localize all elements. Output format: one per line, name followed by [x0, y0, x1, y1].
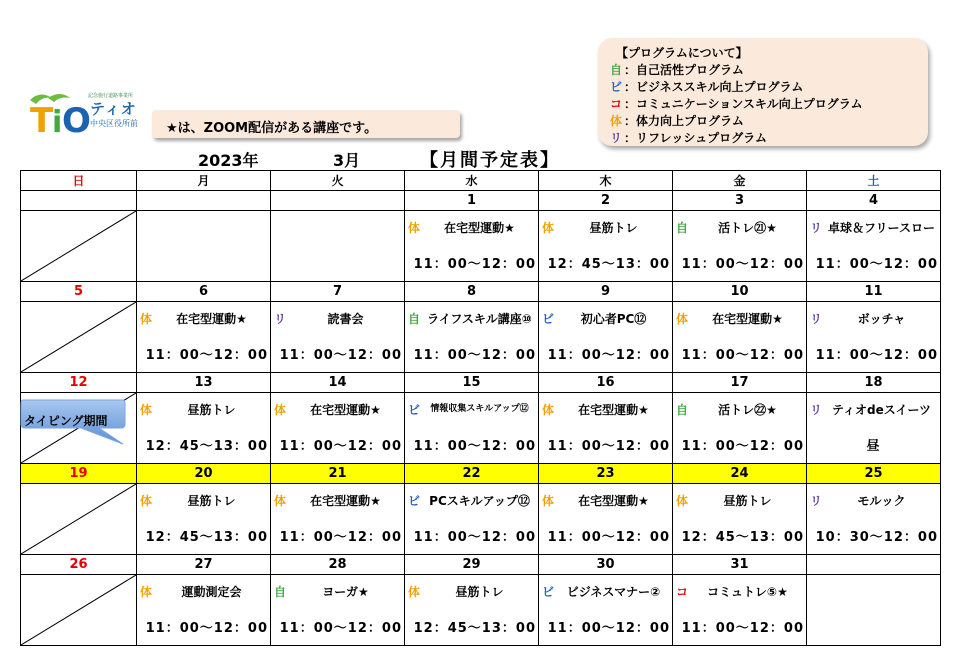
monthly-calendar — [20, 170, 941, 646]
sunday-closed-cell — [21, 302, 137, 373]
svg-text:O: O — [62, 101, 91, 136]
event-time: 12：45〜13：00 — [681, 530, 804, 545]
program-mark: 体 — [408, 221, 421, 235]
svg-text:T: T — [30, 101, 54, 136]
event-cell — [539, 393, 673, 464]
event-cell — [539, 484, 673, 555]
event — [271, 302, 404, 372]
closed-diagonal — [21, 575, 136, 645]
program-mark: リ — [810, 494, 823, 508]
program-mark: 体 — [676, 494, 689, 508]
program-mark: 体 — [408, 585, 421, 599]
typing-period-label: タイピング期間 — [24, 414, 108, 428]
date-number: 6 — [137, 282, 271, 302]
program-mark: 体 — [542, 403, 555, 417]
date-number: 18 — [807, 373, 941, 393]
event — [405, 393, 538, 463]
event-time: 11：00〜12：00 — [413, 348, 536, 363]
date-number: 13 — [137, 373, 271, 393]
event — [271, 484, 404, 554]
event-cell — [271, 575, 405, 646]
logo-subtitle: 中央区役所前 — [90, 119, 138, 128]
zoom-note-box — [152, 110, 460, 138]
zoom-note-text: ★は、ZOOM配信がある講座です。 — [166, 121, 378, 136]
program-mark: 体 — [542, 494, 555, 508]
date-number: 7 — [271, 282, 405, 302]
program-mark: リ — [810, 221, 823, 235]
event-name: 昼筋トレ — [187, 494, 236, 508]
event-cell — [405, 302, 539, 373]
date-number: 31 — [673, 555, 807, 575]
closed-diagonal — [21, 211, 136, 281]
date-number: 5 — [21, 282, 137, 302]
weekday-thu: 木 — [539, 171, 673, 191]
event-name: コミュトレ⑤★ — [707, 585, 788, 599]
event-name: 昼筋トレ — [723, 494, 772, 508]
event-cell — [673, 393, 807, 464]
event — [271, 575, 404, 645]
event — [673, 484, 806, 554]
date-number: 22 — [405, 464, 539, 484]
event-time: 11：00〜12：00 — [681, 348, 804, 363]
event-cell — [137, 484, 271, 555]
page-title: 【月間予定表】 — [420, 150, 560, 171]
event-cell — [271, 393, 405, 464]
date-number: 16 — [539, 373, 673, 393]
event — [137, 484, 270, 554]
event — [539, 211, 672, 281]
event — [807, 484, 940, 554]
event — [807, 211, 940, 281]
date-number: 10 — [673, 282, 807, 302]
weekday-fri: 金 — [673, 171, 807, 191]
program-mark: 体 — [140, 585, 153, 599]
program-mark: 体 — [542, 221, 555, 235]
date-number: 26 — [21, 555, 137, 575]
date-number: 4 — [807, 191, 941, 211]
event-name: 在宅型運動★ — [310, 403, 381, 417]
event-time: 11：00〜12：00 — [413, 257, 536, 272]
logo-name: ティオ — [90, 100, 137, 118]
date-number: 12 — [21, 373, 137, 393]
event-row — [21, 484, 941, 555]
date-number: 17 — [673, 373, 807, 393]
event-cell — [539, 575, 673, 646]
program-mark: コ — [676, 585, 689, 599]
event-time: 10：30〜12：00 — [815, 530, 938, 545]
event — [405, 211, 538, 281]
event-time: 11：00〜12：00 — [815, 348, 938, 363]
date-number: 24 — [673, 464, 807, 484]
event-time: 11：00〜12：00 — [279, 621, 402, 636]
event-time: 11：00〜12：00 — [413, 439, 536, 454]
event-cell — [405, 393, 539, 464]
event — [405, 484, 538, 554]
program-legend-title: 【プログラムについて】 — [616, 46, 748, 60]
event — [539, 393, 672, 463]
date-number: 25 — [807, 464, 941, 484]
event-name: 在宅型運動★ — [444, 221, 515, 235]
program-item-business — [610, 78, 803, 95]
event — [539, 484, 672, 554]
program-mark: ビ — [542, 585, 555, 599]
program-item-refresh — [610, 129, 767, 146]
event-cell — [807, 393, 941, 464]
event-time: 11：00〜12：00 — [815, 257, 938, 272]
date-number: 28 — [271, 555, 405, 575]
event-time: 12：45〜13：00 — [145, 439, 268, 454]
event — [271, 393, 404, 463]
event-name: 運動測定会 — [181, 585, 242, 599]
event-name: PCスキルアップ⑫ — [429, 494, 530, 508]
event — [807, 302, 940, 372]
event-name: 情報収集スキルアップ⑫ — [430, 404, 529, 414]
program-mark: 自 — [408, 312, 421, 326]
program-mark: 体 — [274, 403, 287, 417]
event — [405, 575, 538, 645]
event-name: ライフスキル講座⑩ — [427, 312, 532, 326]
event-cell — [137, 393, 271, 464]
date-number-row — [21, 191, 941, 211]
event-time: 11：00〜12：00 — [279, 530, 402, 545]
event-time: 11：00〜12：00 — [681, 257, 804, 272]
event — [137, 575, 270, 645]
date-number: 23 — [539, 464, 673, 484]
weekday-wed: 水 — [405, 171, 539, 191]
event-cell — [137, 575, 271, 646]
event-name: 在宅型運動★ — [712, 312, 783, 326]
event-name: モルック — [857, 494, 906, 508]
date-number: 2 — [539, 191, 673, 211]
event-row — [21, 211, 941, 282]
logo-small-text: 記念施行道路事業所 — [88, 93, 134, 99]
program-mark: ビ — [542, 312, 555, 326]
event-name: 在宅型運動★ — [176, 312, 247, 326]
date-number: 14 — [271, 373, 405, 393]
event — [673, 575, 806, 645]
event-name: 卓球＆フリースロー — [828, 221, 935, 235]
event-row — [21, 575, 941, 646]
date-number-row — [21, 282, 941, 302]
program-mark: 自 — [676, 403, 689, 417]
event-time: 12：45〜13：00 — [145, 530, 268, 545]
program-mark: ビ — [408, 494, 421, 508]
event-name: ビジネスマナー② — [566, 585, 661, 599]
event-name: 活トレ㉑★ — [718, 221, 777, 235]
svg-text:i: i — [52, 105, 63, 136]
event — [405, 302, 538, 372]
event-cell — [673, 484, 807, 555]
program-mark: 体 — [274, 494, 287, 508]
event-time: 11：00〜12：00 — [413, 530, 536, 545]
program-mark: リ — [810, 403, 823, 417]
date-number-row — [21, 555, 941, 575]
event-name: 在宅型運動★ — [310, 494, 381, 508]
program-label: ：コミュニケーションスキル向上プログラム — [624, 97, 863, 111]
weekday-sun: 日 — [21, 171, 137, 191]
event-name: 昼筋トレ — [589, 221, 638, 235]
date-number — [807, 555, 941, 575]
event-name: ボッチャ — [857, 312, 906, 326]
event-time: 11：00〜12：00 — [681, 621, 804, 636]
event — [539, 575, 672, 645]
event-row — [21, 393, 941, 464]
program-mark: ビ — [408, 403, 421, 417]
event-time: 11：00〜12：00 — [145, 621, 268, 636]
title-year: 2023年 — [198, 151, 259, 170]
title-month: 3月 — [333, 151, 361, 170]
program-item-self — [610, 61, 744, 78]
date-number — [137, 191, 271, 211]
event-time: 11：00〜12：00 — [547, 530, 670, 545]
event-cell — [405, 211, 539, 282]
event-time: 12：45〜13：00 — [547, 257, 670, 272]
event-cell — [271, 484, 405, 555]
event-time: 11：00〜12：00 — [547, 348, 670, 363]
program-mark: リ — [274, 312, 287, 326]
date-number: 27 — [137, 555, 271, 575]
event — [673, 211, 806, 281]
event-cell — [673, 575, 807, 646]
event-row — [21, 302, 941, 373]
event-time: 11：00〜12：00 — [547, 621, 670, 636]
event — [673, 302, 806, 372]
event-name: 在宅型運動★ — [578, 403, 649, 417]
program-label: ：リフレッシュプログラム — [624, 131, 768, 145]
date-number: 20 — [137, 464, 271, 484]
weekday-header-row — [21, 171, 941, 191]
event — [673, 393, 806, 463]
event-time: 11：00〜12：00 — [145, 348, 268, 363]
program-legend — [598, 38, 928, 146]
event-cell — [807, 211, 941, 282]
event-name: 初心者PC⑫ — [580, 312, 647, 326]
program-mark: 体 — [610, 114, 623, 128]
date-number: 29 — [405, 555, 539, 575]
date-number: 9 — [539, 282, 673, 302]
event-cell — [271, 302, 405, 373]
closed-diagonal — [21, 484, 136, 554]
event-time: 昼 — [866, 439, 881, 454]
date-number: 15 — [405, 373, 539, 393]
event — [539, 302, 672, 372]
program-mark: 体 — [140, 494, 153, 508]
event-name: 昼筋トレ — [455, 585, 504, 599]
event-cell — [673, 211, 807, 282]
program-mark: 体 — [676, 312, 689, 326]
program-mark: ビ — [610, 80, 623, 94]
event-time: 11：00〜12：00 — [279, 348, 402, 363]
program-label: ：自己活性プログラム — [624, 63, 744, 77]
date-number — [271, 191, 405, 211]
date-number-row — [21, 373, 941, 393]
event-time: 12：45〜13：00 — [413, 621, 536, 636]
date-number: 1 — [405, 191, 539, 211]
event — [137, 393, 270, 463]
event-cell — [137, 302, 271, 373]
program-mark: コ — [610, 97, 623, 111]
closed-diagonal — [21, 302, 136, 372]
weekday-sat: 土 — [807, 171, 941, 191]
event-time: 11：00〜12：00 — [547, 439, 670, 454]
event-cell — [271, 211, 405, 282]
program-mark: 体 — [140, 403, 153, 417]
program-mark: 自 — [676, 221, 689, 235]
event-cell — [405, 484, 539, 555]
program-label: ：体力向上プログラム — [624, 114, 744, 128]
date-number — [21, 191, 137, 211]
program-item-communication — [610, 95, 863, 112]
event-name: 読書会 — [327, 312, 364, 326]
event-cell — [539, 211, 673, 282]
date-number: 11 — [807, 282, 941, 302]
program-mark: リ — [810, 312, 823, 326]
event-cell — [539, 302, 673, 373]
program-item-fitness — [610, 112, 744, 129]
program-mark: 体 — [140, 312, 153, 326]
event-name: ヨーガ★ — [322, 585, 369, 599]
event-cell — [405, 575, 539, 646]
event-name: ティオdeスイーツ — [831, 403, 932, 417]
event-name: 活トレ㉒★ — [718, 403, 777, 417]
event-cell — [673, 302, 807, 373]
sunday-closed-cell — [21, 575, 137, 646]
event-cell — [137, 211, 271, 282]
event-cell — [807, 302, 941, 373]
event-time: 11：00〜12：00 — [681, 439, 804, 454]
event — [137, 302, 270, 372]
event-cell — [807, 484, 941, 555]
event-name: 在宅型運動★ — [578, 494, 649, 508]
event-cell — [807, 575, 941, 646]
program-label: ：ビジネススキル向上プログラム — [624, 80, 804, 94]
date-number: 21 — [271, 464, 405, 484]
weekday-mon: 月 — [137, 171, 271, 191]
sunday-closed-cell — [21, 484, 137, 555]
event-time: 11：00〜12：00 — [279, 439, 402, 454]
program-mark: リ — [610, 131, 623, 145]
weekday-tue: 火 — [271, 171, 405, 191]
date-number: 3 — [673, 191, 807, 211]
program-mark: 自 — [610, 63, 623, 77]
date-number: 19 — [21, 464, 137, 484]
date-number-row — [21, 464, 941, 484]
event — [807, 393, 940, 463]
date-number: 30 — [539, 555, 673, 575]
event-name: 昼筋トレ — [187, 403, 236, 417]
sunday-closed-cell — [21, 211, 137, 282]
date-number: 8 — [405, 282, 539, 302]
program-mark: 自 — [274, 585, 287, 599]
